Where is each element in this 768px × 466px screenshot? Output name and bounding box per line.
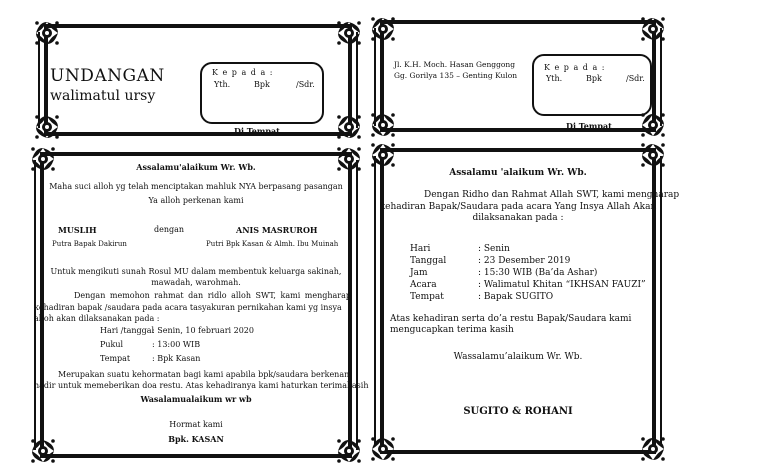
bpk-label: Bpk [254,80,270,89]
closing-line-2: hadir untuk memeberikan doa restu. Atas kehadiranya kami haturkan terimakasih [34,381,369,390]
yth-label: Yth. [546,74,563,83]
ornament-icon [370,112,396,138]
prayer-line-2: mengucapkan terima kasih [390,325,514,335]
request-line-2: kehadiran bapak /saudara pada acara tasyakuran pernikahan kami yg insya [34,303,342,312]
dengan-label: dengan [154,225,185,234]
event-row-value: : 15:30 WIB (Ba’da Ashar) [478,268,598,278]
event-row-label: Acara [410,280,437,290]
place-label: Tempat [100,354,131,363]
di-tempat-label: Di Tempat [234,126,280,136]
greeting: Assalamu 'alaikum Wr. Wb. [449,168,587,178]
signer-name: Bpk. KASAN [168,434,224,444]
place-value: : Bpk Kasan [152,354,201,363]
groom-name: MUSLIH [58,225,97,235]
right-cover-card [370,16,666,138]
intro-line-2: Ya alloh perkenan kami [148,196,244,205]
ornament-icon [370,16,396,42]
sender-address-2: Gg. Gorilya 135 – Genting Kulon [394,71,518,80]
request-line-1: Dengan memohon rahmat dan ridlo alloh SWT, kami mengharap [74,291,352,300]
sdr-label: /Sdr. [626,74,645,83]
left-cover-card [34,20,362,140]
sender-address-1: Jl. K.H. Moch. Hasan Genggong [394,60,516,69]
event-row-label: Tanggal [410,256,447,266]
salam-closing: Wassalamu’alaikum Wr. Wb. [453,352,583,362]
request-line-3: alloh akan dilaksanakan pada : [34,314,160,323]
left-body-card [30,146,369,464]
ornament-icon [34,20,60,46]
time-value: : 13:00 WIB [152,340,201,349]
salam-closing: Wasalamualaikum wr wb [140,394,252,404]
bpk-label: Bpk [586,74,602,83]
right-body-card [370,142,680,462]
ornament-icon [336,114,362,140]
prayer-line-1: Atas kehadiran serta do’a restu Bapak/Saudara kami [390,314,632,324]
event-row-value: : Bapak SUGITO [478,292,554,302]
event-row-label: Tempat [410,292,444,302]
intro-line-1: Dengan Ridho dan Rahmat Allah SWT, kami mengharap [424,190,680,200]
ornament-icon [336,20,362,46]
event-row-value: : Walimatul Khitan “IKHSAN FAUZI” [478,280,646,290]
intro-line-2: kehadiran Bapak/Saudara pada acara Yang Insya Allah Akan [379,202,657,212]
intro-line-3: dilaksanakan pada : [472,213,564,223]
day-label: Hari /tanggal [100,326,155,335]
cover-title: UNDANGAN [50,66,165,86]
hormat-kami: Hormat kami [169,420,223,429]
event-row-label: Hari [410,244,431,254]
greeting: Assalamu'alaikum Wr. Wb. [136,162,256,172]
closing-line-1: Merupakan suatu kehormatan bagi kami apabila bpk/saudara berkenan [58,370,350,379]
ornament-icon [640,112,666,138]
day-value: : Senin, 10 februari 2020 [152,326,254,335]
signer-names: SUGITO & ROHANI [463,406,573,417]
bride-name: ANIS MASRUROH [236,225,318,235]
groom-parent: Putra Bapak Dakirun [52,240,127,248]
kepada-label: K e p a d a : [544,63,606,72]
sunnah-line-1: Untuk mengikuti sunah Rosul MU dalam membentuk keluarga sakinah, [50,267,342,276]
sdr-label: /Sdr. [296,80,315,89]
time-label: Pukul [100,340,124,349]
bride-parent: Putri Bpk Kasan & Almh. Ibu Muinah [206,240,339,248]
sunnah-line-2: mawadah, warohmah. [151,278,241,287]
ornament-icon [34,114,60,140]
yth-label: Yth. [214,80,231,89]
kepada-label: K e p a d a : [212,68,274,77]
cover-subtitle: walimatul ursy [50,88,156,104]
intro-line-1: Maha suci alloh yg telah menciptakan mahluk NYA berpasang pasangan [49,182,343,191]
di-tempat-label: Di Tempat [566,121,612,131]
event-row-label: Jam [410,268,428,278]
event-row-value: : 23 Desember 2019 [478,256,571,266]
ornament-icon [640,16,666,42]
event-row-value: : Senin [478,244,510,254]
